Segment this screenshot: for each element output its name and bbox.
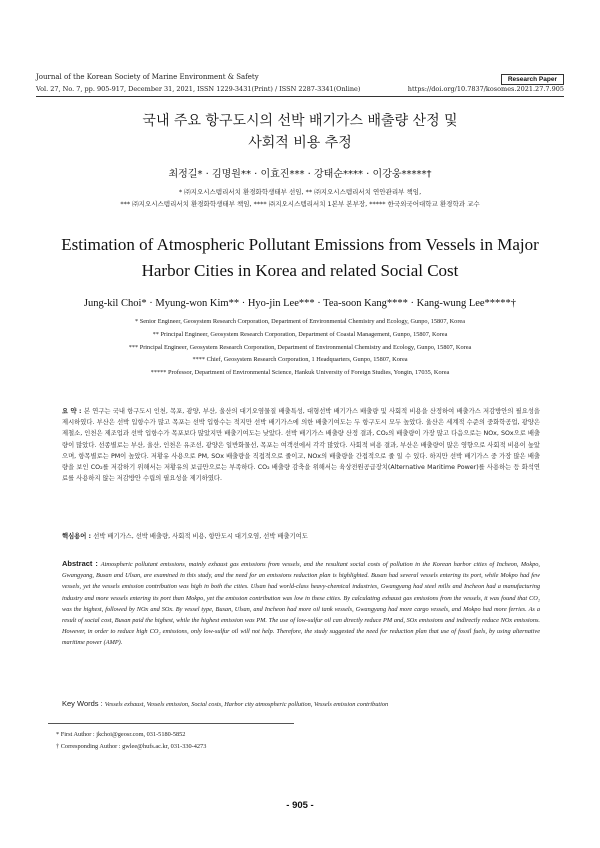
research-paper-badge: Research Paper bbox=[501, 74, 564, 85]
footnote-rule bbox=[48, 723, 294, 724]
korean-title bbox=[36, 110, 564, 154]
korean-keywords-label: 핵심용어 : bbox=[62, 533, 94, 540]
first-author-footnote: * First Author : jkchoi@geosr.com, 031-5180-5852 bbox=[56, 731, 186, 738]
korean-keywords-text: 선박 배기가스, 선박 배출량, 사회적 비용, 항만도시 대기오염, 선박 배출기여도 bbox=[93, 533, 308, 540]
english-affiliation: **** Chief, Geosystem Research Corporation, 1 Headquarters, Gunpo, 15807, Korea bbox=[192, 356, 408, 364]
korean-title-line-2: 사회적 비용 추정 bbox=[248, 135, 352, 151]
english-abstract-label: Abstract : bbox=[62, 559, 101, 568]
journal-name: Journal of the Korean Society of Marine Environment & Safety bbox=[36, 73, 259, 81]
english-affiliation: ** Principal Engineer, Geosystem Research Corporation, Department of Coastal Management, Gunpo, 15807, Korea bbox=[152, 330, 448, 338]
korean-abstract-text: 본 연구는 국내 항구도시 인천, 목포, 광양, 부산, 울산의 대기오염물질 배출특성, 대형선박 배기가스 배출량 및 사회적 비용을 산정하여 배출가스 저감방안의 필요성을 제시하였다. 부산은 선박 입항수가 많고 목포는 선박 입항수는 적지만 선박 배기가스에 의한 배출기여도는 두 항구도시 모두 높았다. 울산은 세계적 수준의 중화학공업, 광양은 제철소, 인천은 제조업과 선박 입항수가 목포보다 많았지만 배출기여도는 낮았다. 선박 배기가스 배출량 산정 결과, CO₂의 배출량이 가장 많고 다음으로는 NOx, SOx으로 배출량이 많았다. 선종별로는 부산, 울산, 인천은 유조선, 광양은 일반화물선, 목포는 여객선에서 각각 많았다. 사회적 비용 결과, 부산은 배출량이 많은 영향으로 사회적 비용이 높았으며, 항목별로는 PM이 높았다. 저황유 사용으로 PM, SOx 배출량을 직접적으로 줄이고, NOx의 배출량을 간접적으로 줄 일 수 있다. 하지만 선박 배기가스 중 가장 많은 배출량을 보인 CO₂를 저감하기 위해서는 저황유의 보급만으로는 부족하다. CO₂ 배출량 감축을 위해서는 육상전원공급장치(Alternative Maritime Power)를 사용하는 등 화석연료를 사용하지 않는 저감방안 수립의 필요성을 제기하였다. bbox=[62, 408, 540, 483]
korean-affiliation-line-2: *** ㈜지오시스템리서치 환경화학생태부 책임, **** ㈜지오시스템리서치 1본부 본부장, ***** 한국외국어대학교 환경학과 교수 bbox=[120, 200, 480, 208]
volume-info: Vol. 27, No. 7, pp. 905-917, December 31, 2021, ISSN 1229-3431(Print) / ISSN 2287-3341(Online) bbox=[36, 85, 361, 93]
korean-affiliation-line-1: * ㈜지오시스템리서치 환경화학생태부 선임, ** ㈜지오시스템리서치 연안관리부 책임, bbox=[178, 188, 422, 196]
footnotes bbox=[56, 729, 206, 752]
english-authors: Jung-kil Choi* · Myung-won Kim** · Hyo-jin Lee*** · Tea-soon Kang**** · Kang-wung Lee*****† bbox=[83, 298, 517, 309]
english-affiliation: *** Principal Engineer, Geosystem Research Corporation, Department of Environmental Chemistry and Ecology, Gunpo, 15807, Korea bbox=[128, 343, 472, 351]
korean-affiliations bbox=[36, 186, 564, 210]
corresponding-author-footnote: † Corresponding Author : gwlee@hufs.ac.kr, 031-330-4273 bbox=[56, 742, 207, 750]
english-abstract-text: Atmospheric pollutant emissions, mainly exhaust gas emissions from vessels, and the resultant social costs of pollution in the Korean harbor cities of Incheon, Mokpo, Gwangyang, Busan and Ulsan, are examined in this study, and the need for an emissions reduction plan is highlighted. Busan had several vessels entering its port, while Mokpo had few vessels, yet the vessels emission contribution was high in both the cities. Ulsan had world-class heavy-chemical industries, Gwangyang had steel mills and Incheon had a manufacturing industry and more vessels entering its port than Mokpo, yet the emission contribution was low in these cities. By calculating exhaust gas emissions from the vessels, it was found that CO₂ was the highest, followed by NOx and SOx. By vessel type, Busan, Ulsan, and Incheon had more oil tank vessels, Gwangyang had more cargo vessels, and Mokpo had more ferries. As a result of social cost, Busan paid the highest, while the highest emission was PM. The use of low-sulfur oil can directly reduce PM and, SOx emissions and indirectly reduce NOx emissions. However, in order to reduce high CO₂ emissions, only low-sulfur oil will not help. Therefore, the study suggested the need for reduction plan that use of fossil fuels, by using alternative maritime power (AMP). bbox=[62, 561, 540, 647]
english-keywords bbox=[62, 699, 540, 708]
journal-header bbox=[36, 72, 564, 97]
english-affiliation: ***** Professor, Department of Environmental Science, Hankuk University of Foreign Studies, Yongin, 17035, Korea bbox=[150, 369, 450, 377]
english-title bbox=[36, 232, 564, 284]
page-number: - 905 - bbox=[286, 800, 314, 811]
english-title-line-1: Estimation of Atmospheric Pollutant Emissions from Vessels in Major bbox=[61, 235, 539, 254]
korean-abstract bbox=[62, 406, 540, 484]
english-abstract bbox=[62, 558, 540, 649]
english-affiliations bbox=[36, 316, 564, 380]
doi-link[interactable]: https://doi.org/10.7837/kosomes.2021.27.7.905 bbox=[407, 85, 564, 93]
korean-keywords bbox=[62, 531, 540, 540]
korean-abstract-label: 요 약 : bbox=[62, 408, 84, 415]
header-rule bbox=[36, 96, 564, 97]
english-keywords-label: Key Words : bbox=[62, 699, 105, 708]
korean-title-line-1: 국내 주요 항구도시의 선박 배기가스 배출량 산정 및 bbox=[142, 113, 458, 129]
english-title-line-2: Harbor Cities in Korea and related Social Cost bbox=[141, 261, 459, 280]
korean-authors: 최정길* · 김명원** · 이효진*** · 강태순**** · 이강웅*****† bbox=[168, 169, 432, 180]
english-keywords-text: Vessels exhaust, Vessels emission, Social costs, Harbor city atmospheric pollution, Vessels emission contribution bbox=[104, 701, 389, 708]
volume-info-row bbox=[36, 84, 564, 94]
english-affiliation: * Senior Engineer, Geosystem Research Corporation, Department of Environmental Chemistry and Ecology, Gunpo, 15807, Korea bbox=[134, 318, 466, 325]
